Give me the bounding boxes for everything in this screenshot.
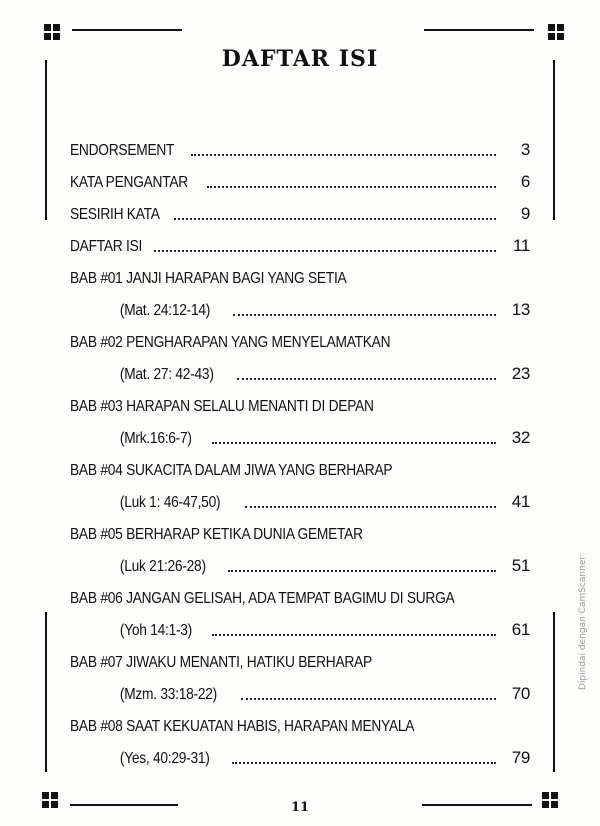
frame-line-left-lower — [45, 612, 47, 772]
chapter-ref: (Mzm. 33:18-22) — [119, 686, 217, 703]
dot-leader — [212, 441, 496, 444]
toc-chapter-ref-04[interactable] — [70, 480, 530, 512]
dot-leader — [245, 505, 496, 508]
chapter-page: 13 — [511, 300, 530, 319]
frame-line-top-left — [72, 29, 182, 31]
chapter-ref: (Yes, 40:29-31) — [119, 750, 210, 767]
dot-leader — [233, 313, 496, 316]
dot-leader — [154, 249, 496, 252]
chapter-title: BAB #01 JANJI HARAPAN BAGI YANG SETIA — [70, 270, 347, 287]
toc-chapter-title-07[interactable] — [70, 640, 530, 672]
page-title: DAFTAR ISI — [221, 46, 379, 72]
toc-entry-kata-pengantar[interactable] — [70, 160, 530, 192]
toc-chapter-title-02[interactable] — [70, 320, 530, 352]
frame-line-right-upper — [553, 60, 555, 220]
dot-leader — [228, 569, 496, 572]
chapter-title: BAB #08 SAAT KEKUATAN HABIS, HARAPAN MENYALA — [70, 718, 415, 735]
toc-entry-label: SESIRIH KATA — [70, 206, 160, 223]
chapter-page: 32 — [511, 428, 530, 447]
chapter-title: BAB #06 JANGAN GELISAH, ADA TEMPAT BAGIMU DI SURGA — [70, 590, 455, 607]
chapter-ref: (Mat. 24:12-14) — [119, 302, 211, 319]
dot-leader — [241, 697, 496, 700]
toc-entry-label: ENDORSEMENT — [70, 142, 175, 159]
chapter-ref: (Mrk.16:6-7) — [119, 430, 192, 447]
frame-line-left-upper — [45, 60, 47, 220]
toc-chapter-ref-01[interactable] — [70, 288, 530, 320]
toc-entry-page: 11 — [512, 236, 530, 255]
toc-entry-endorsement[interactable] — [70, 128, 530, 160]
chapter-ref: (Luk 1: 46-47,50) — [119, 494, 221, 511]
toc-chapter-title-06[interactable] — [70, 576, 530, 608]
cross-icon-top-left — [42, 22, 62, 42]
chapter-page: 51 — [511, 556, 530, 575]
chapter-title: BAB #07 JIWAKU MENANTI, HATIKU BERHARAP — [70, 654, 372, 671]
table-of-contents — [70, 128, 530, 768]
toc-chapter-ref-02[interactable] — [70, 352, 530, 384]
toc-entry-page: 3 — [520, 140, 530, 159]
toc-chapter-ref-03[interactable] — [70, 416, 530, 448]
toc-entry-page: 9 — [520, 204, 530, 223]
toc-chapter-title-01[interactable] — [70, 256, 530, 288]
chapter-title: BAB #04 SUKACITA DALAM JIWA YANG BERHARAP — [70, 462, 393, 479]
dot-leader — [191, 153, 496, 156]
page-number: 11 — [290, 800, 310, 815]
chapter-ref: (Mat. 27: 42-43) — [119, 366, 214, 383]
cross-icon-top-right — [546, 22, 566, 42]
chapter-page: 70 — [511, 684, 530, 703]
toc-chapter-title-08[interactable] — [70, 704, 530, 736]
chapter-title: BAB #03 HARAPAN SELALU MENANTI DI DEPAN — [70, 398, 374, 415]
chapter-title: BAB #05 BERHARAP KETIKA DUNIA GEMETAR — [70, 526, 363, 543]
frame-line-right-lower — [553, 612, 555, 772]
toc-chapter-title-05[interactable] — [70, 512, 530, 544]
scanner-watermark: Dipindai dengan CamScanner — [578, 555, 588, 690]
toc-chapter-ref-06[interactable] — [70, 608, 530, 640]
toc-chapter-ref-08[interactable] — [70, 736, 530, 768]
toc-entry-page: 6 — [520, 172, 530, 191]
frame-line-top-right — [424, 29, 534, 31]
chapter-title: BAB #02 PENGHARAPAN YANG MENYELAMATKAN — [70, 334, 391, 351]
toc-chapter-title-04[interactable] — [70, 448, 530, 480]
chapter-page: 79 — [511, 748, 530, 767]
chapter-page: 61 — [511, 620, 530, 639]
toc-entry-label: KATA PENGANTAR — [70, 174, 188, 191]
toc-chapter-ref-07[interactable] — [70, 672, 530, 704]
toc-entry-daftar-isi[interactable] — [70, 224, 530, 256]
dot-leader — [237, 377, 496, 380]
toc-chapter-title-03[interactable] — [70, 384, 530, 416]
chapter-ref: (Yoh 14:1-3) — [119, 622, 193, 639]
dot-leader — [174, 217, 496, 220]
chapter-page: 41 — [511, 492, 530, 511]
dot-leader — [232, 761, 496, 764]
toc-entry-label: DAFTAR ISI — [70, 238, 143, 255]
dot-leader — [212, 633, 496, 636]
dot-leader — [207, 185, 496, 188]
chapter-page: 23 — [511, 364, 530, 383]
toc-entry-sesirih-kata[interactable] — [70, 192, 530, 224]
chapter-ref: (Luk 21:26-28) — [119, 558, 206, 575]
toc-chapter-ref-05[interactable] — [70, 544, 530, 576]
